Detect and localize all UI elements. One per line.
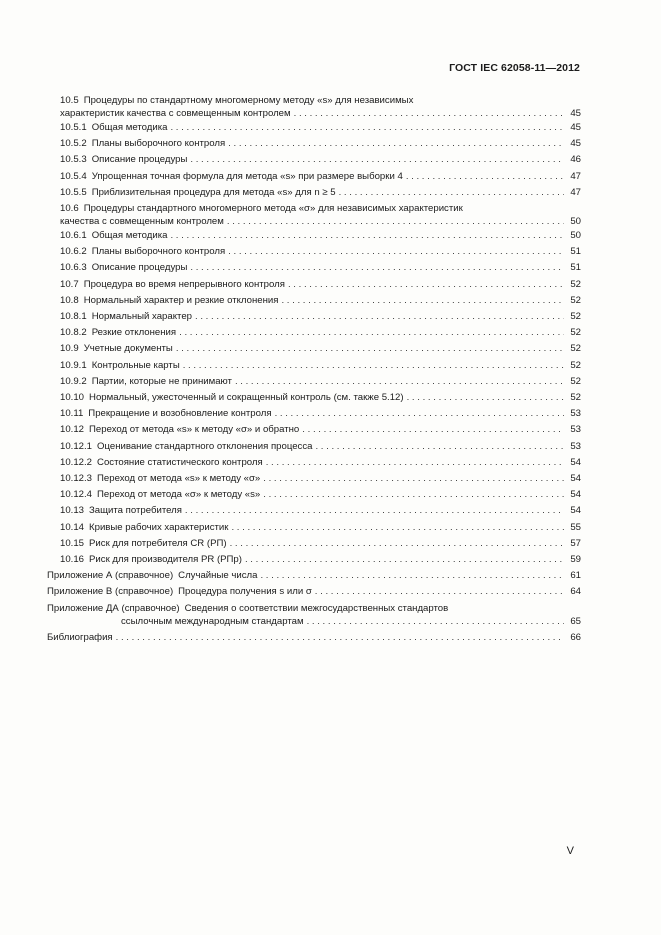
toc-entry-page: 64 [570,586,581,598]
toc-entry-title: Кривые рабочих характеристик [89,521,229,533]
appendix-title: ссылочным международным стандартам [121,615,304,627]
appendix-title-line1: Сведения о соответствии межгосударственных стандартов [184,602,449,614]
toc-entry-page: 54 [570,489,581,501]
toc-entry-number: 10.6.3 [60,262,87,274]
toc-entry-number: 10.6.2 [60,246,87,258]
toc-entry-page: 54 [570,505,581,517]
appendix-title: Случайные числа [178,570,258,582]
toc-entry-title: Переход от метода «s» к методу «σ» и обратно [89,424,300,436]
toc-entry-number: 10.8 [60,294,79,306]
toc-entry[interactable] [47,358,581,374]
toc-entry-number: 10.12.2 [60,456,93,468]
toc-entry-number: 10.5.1 [60,122,87,133]
toc-appendix-b[interactable] [47,584,581,600]
toc-entry-page: 52 [570,392,581,404]
toc-entry-title: Состояние статистического контроля [97,456,263,468]
toc-entry-title: Прекращение и возобновление контроля [88,408,272,420]
toc-entry-title: Описание процедуры [91,154,188,166]
toc-entry-page: 66 [570,631,581,643]
toc-entry-page: 55 [570,521,581,533]
toc-entry-number: 10.12.4 [60,489,93,501]
toc-entry-title: Общая методика [91,230,168,242]
leader-dots [170,120,564,136]
toc-entry[interactable] [47,120,581,136]
toc-entry-title: Контрольные карты [91,359,180,371]
toc-entry[interactable] [47,341,581,357]
toc-entry-title: Общая методика [91,122,168,133]
toc-entry-number: 10.9.2 [60,375,87,387]
toc-entry-title: Риск для производителя PR (РПр) [89,554,242,566]
toc-entry[interactable] [47,201,581,228]
toc-entry[interactable] [47,390,581,406]
toc-entry[interactable] [47,325,581,341]
toc-entry-page: 52 [570,343,581,355]
leader-dots [302,422,564,438]
toc-entry-title: Планы выборочного контроля [91,246,226,258]
toc-entry[interactable] [47,185,581,201]
toc-entry[interactable] [47,536,581,552]
toc-entry-page: 54 [570,456,581,468]
leader-dots [235,374,564,390]
toc-entry-number: 10.9 [60,343,79,355]
toc-entry-number: 10.6 [60,203,79,215]
toc-entry[interactable] [47,455,581,471]
leader-dots [281,293,564,309]
toc-entry-title: Резкие отклонения [91,327,177,339]
toc-entry-number: 10.5 [60,95,79,106]
toc-entry-title: качества с совмещенным контролем [60,216,224,228]
toc-entry-title: Приблизительная процедура для метода «s» для n ≥ 5 [91,186,336,198]
toc-entry-title: Переход от метода «s» к методу «σ» [97,473,261,485]
toc-entry-page: 52 [570,278,581,290]
toc-entry-number: 10.12.1 [60,440,93,452]
leader-dots [315,439,564,455]
toc-entry-page: 57 [570,537,581,549]
toc-entry-page: 65 [570,615,581,627]
toc-entry-number: 10.9.1 [60,359,87,371]
toc-entry-page: 51 [570,246,581,258]
leader-dots [294,107,564,120]
toc-entry-page: 52 [570,311,581,323]
toc-entry-page: 52 [570,294,581,306]
toc-entry[interactable] [47,228,581,244]
toc-entry-title: Нормальный, ужесточенный и сокращенный контроль (см. также 5.12) [89,392,404,404]
appendix-label: Приложение ДА (справочное) [47,602,180,614]
toc-appendix-a[interactable] [47,568,581,584]
toc-entry-number: 10.6.1 [60,230,87,242]
toc-entry[interactable] [47,260,581,276]
toc-entry[interactable] [47,487,581,503]
toc-entry[interactable] [47,439,581,455]
leader-dots [195,309,564,325]
leader-dots [407,390,564,406]
bibliography-title: Библиография [47,631,113,643]
toc-entry[interactable] [47,95,581,120]
toc-entry-number: 10.11 [60,408,84,420]
toc-entry-title: Описание процедуры [91,262,188,274]
toc-entry-title: Партии, которые не принимают [91,375,232,387]
leader-dots [245,552,564,568]
leader-dots [307,615,564,628]
toc-entry-title: Процедура во время непрерывного контроля [83,278,285,290]
toc-entry[interactable] [47,169,581,185]
toc-entry-page: 46 [570,154,581,166]
leader-dots [275,406,564,422]
toc-appendix-da[interactable] [47,601,581,628]
toc-entry-page: 45 [570,138,581,150]
toc-entry[interactable] [47,136,581,152]
toc-entry-number: 10.5.5 [60,186,87,198]
toc-entry[interactable] [47,293,581,309]
toc-entry-page: 59 [570,554,581,566]
toc-entry-page: 61 [570,570,581,582]
leader-dots [176,341,564,357]
toc-entry-title: Защита потребителя [89,505,182,517]
toc-entry-page: 47 [570,170,581,182]
leader-dots [228,244,564,260]
leader-dots [266,455,564,471]
leader-dots [260,568,564,584]
toc-entry-title: Учетные документы [83,343,173,355]
leader-dots [183,358,564,374]
toc-entry-number: 10.16 [60,554,85,566]
toc-entry[interactable] [47,422,581,438]
toc-entry-page: 53 [570,440,581,452]
toc-entry[interactable] [47,503,581,519]
leader-dots [263,471,564,487]
leader-dots [339,185,564,201]
toc-entry[interactable] [47,277,581,293]
toc-entry-title: Нормальный характер [91,311,192,323]
toc-entry-number: 10.5.2 [60,138,87,150]
toc-entry-page: 50 [570,230,581,242]
toc-entry-number: 10.14 [60,521,85,533]
toc-entry[interactable] [47,471,581,487]
leader-dots [190,152,564,168]
toc-entry-title: характеристик качества с совмещенным контролем [60,108,291,119]
table-of-contents [47,95,581,646]
toc-entry-page: 53 [570,424,581,436]
leader-dots [179,325,564,341]
toc-entry-number: 10.7 [60,278,79,290]
toc-entry-number: 10.13 [60,505,85,517]
toc-entry-page: 51 [570,262,581,274]
toc-entry-number: 10.12.3 [60,473,93,485]
leader-dots [263,487,564,503]
toc-entry-page: 53 [570,408,581,420]
toc-entry[interactable] [47,552,581,568]
toc-entry-title: Переход от метода «σ» к методу «s» [97,489,261,501]
toc-entry-page: 47 [570,186,581,198]
leader-dots [190,260,564,276]
toc-entry-number: 10.5.3 [60,154,87,166]
leader-dots [406,169,564,185]
leader-dots [227,215,564,228]
toc-entry-page: 54 [570,473,581,485]
toc-entry-title: Оценивание стандартного отклонения процесса [97,440,313,452]
toc-entry[interactable] [47,152,581,168]
toc-entry-title: Упрощенная точная формула для метода «s» при размере выборки 4 [91,170,403,182]
toc-entry[interactable] [47,406,581,422]
leader-dots [170,228,564,244]
toc-entry[interactable] [47,244,581,260]
appendix-label: Приложение А (справочное) [47,570,174,582]
toc-entry-page: 52 [570,327,581,339]
toc-entry[interactable] [47,520,581,536]
toc-bibliography[interactable] [47,630,581,646]
leader-dots [185,503,564,519]
toc-entry-page: 45 [570,108,581,119]
document-header: ГОСТ IEC 62058-11—2012 [449,62,580,74]
toc-entry-number: 10.5.4 [60,170,87,182]
appendix-title: Процедура получения s или σ [178,586,312,598]
leader-dots [231,520,564,536]
toc-entry-title-line1: Процедуры по стандартному многомерному методу «s» для независимых [83,95,414,106]
toc-entry[interactable] [47,309,581,325]
leader-dots [315,584,564,600]
leader-dots [116,630,564,646]
page-number: V [566,845,574,857]
toc-entry-title: Планы выборочного контроля [91,138,226,150]
leader-dots [230,536,564,552]
toc-entry-number: 10.8.1 [60,311,87,323]
toc-entry-title-line1: Процедуры стандартного многомерного метода «σ» для независимых характеристик [83,203,463,215]
toc-entry[interactable] [47,374,581,390]
toc-entry-number: 10.8.2 [60,327,87,339]
toc-entry-page: 52 [570,375,581,387]
toc-entry-number: 10.15 [60,537,85,549]
toc-entry-number: 10.10 [60,392,85,404]
toc-entry-title: Нормальный характер и резкие отклонения [83,294,279,306]
toc-entry-title: Риск для потребителя CR (РП) [89,537,227,549]
toc-entry-number: 10.12 [60,424,85,436]
appendix-label: Приложение В (справочное) [47,586,174,598]
toc-entry-page: 50 [570,216,581,228]
leader-dots [288,277,564,293]
leader-dots [228,136,564,152]
toc-entry-page: 52 [570,359,581,371]
toc-entry-page: 45 [570,122,581,133]
